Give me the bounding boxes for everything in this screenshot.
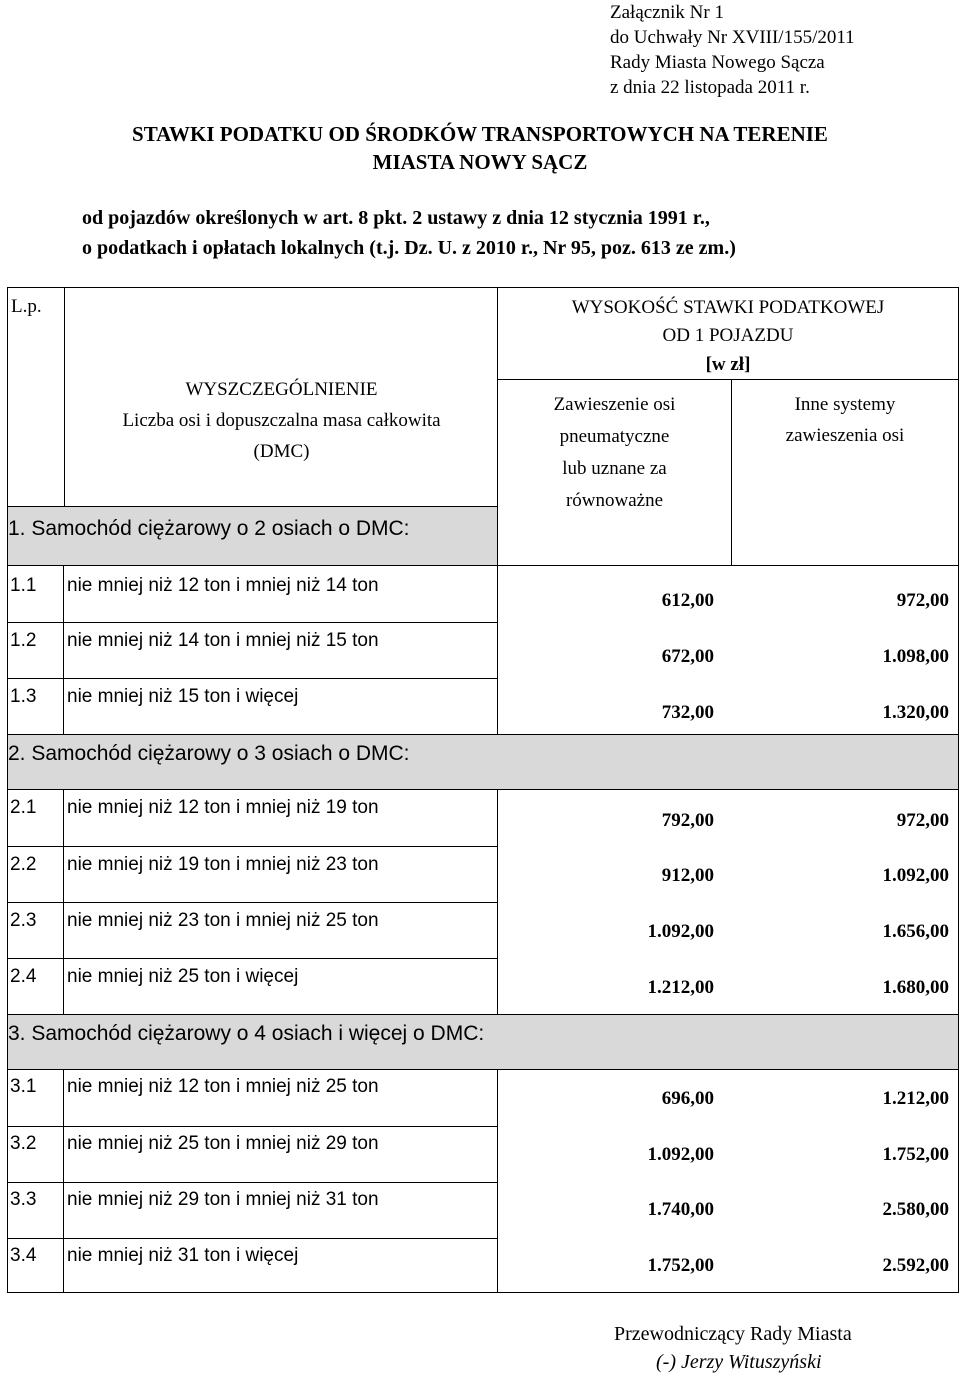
- rate-pneumatic: 672,00: [661, 646, 714, 667]
- table-row: [8, 622, 497, 679]
- signature-block: [614, 1320, 852, 1376]
- row-description: nie mniej niż 29 ton i mniej niż 31 ton: [67, 1189, 379, 1210]
- description-header-line: Liczba osi i dopuszczalna masa całkowita: [122, 410, 441, 431]
- rate-header-line: WYSOKOŚĆ STAWKI PODATKOWEJ: [571, 297, 885, 318]
- rate-other: 1.656,00: [882, 921, 949, 942]
- document-subtitle: [82, 203, 736, 263]
- section-bar: [8, 734, 958, 790]
- title-line: MIASTA NOWY SĄCZ: [372, 150, 588, 174]
- column-header-line: równoważne: [565, 490, 664, 511]
- unit-label: [w zł]: [705, 354, 751, 375]
- table-row: [8, 846, 497, 903]
- row-number: 3.2: [10, 1133, 37, 1154]
- rate-other: 1.752,00: [882, 1144, 949, 1165]
- row-description: nie mniej niż 23 ton i mniej niż 25 ton: [67, 910, 379, 931]
- section-label: 2. Samochód ciężarowy o 3 osiach o DMC:: [8, 742, 410, 765]
- signatory-name: (-) Jerzy Wituszyński: [656, 1351, 822, 1373]
- row-number: 2.1: [10, 797, 37, 818]
- rate-other: 1.320,00: [882, 702, 949, 723]
- row-description: nie mniej niż 25 ton i więcej: [67, 966, 299, 987]
- rate-other: 972,00: [896, 590, 949, 611]
- table-row: [8, 1238, 497, 1293]
- column-header-line: pneumatyczne: [559, 426, 670, 447]
- row-description: nie mniej niż 12 ton i mniej niż 25 ton: [67, 1076, 379, 1097]
- rate-header-line: OD 1 POJAZDU: [662, 325, 794, 346]
- table-row: [8, 678, 497, 735]
- column-divider: [63, 1070, 64, 1292]
- annex-line: z dnia 22 listopada 2011 r.: [610, 77, 810, 98]
- description-header: [66, 374, 497, 467]
- table-row: [8, 1182, 497, 1239]
- rate-other: 972,00: [896, 810, 949, 831]
- title-line: STAWKI PODATKU OD ŚRODKÓW TRANSPORTOWYCH NA TERENIE: [132, 122, 828, 146]
- row-description: nie mniej niż 12 ton i mniej niż 19 ton: [67, 797, 379, 818]
- rate-pneumatic: 1.092,00: [647, 921, 714, 942]
- row-description: nie mniej niż 25 ton i mniej niż 29 ton: [67, 1133, 379, 1154]
- subtitle-line: o podatkach i opłatach lokalnych (t.j. Dz. U. z 2010 r., Nr 95, poz. 613 ze zm.): [82, 237, 736, 259]
- column-divider: [497, 1070, 498, 1292]
- table-row: [8, 902, 497, 959]
- annex-reference: [610, 0, 855, 100]
- column-header-line: lub uznane za: [562, 458, 667, 479]
- rate-pneumatic: 732,00: [661, 702, 714, 723]
- signatory-role: Przewodniczący Rady Miasta: [614, 1323, 852, 1345]
- rate-pneumatic: 612,00: [661, 590, 714, 611]
- subtitle-line: od pojazdów określonych w art. 8 pkt. 2 ustawy z dnia 12 stycznia 1991 r.,: [82, 207, 710, 229]
- table-row: [8, 1070, 497, 1126]
- row-description: nie mniej niż 12 ton i mniej niż 14 ton: [67, 575, 379, 596]
- row-number: 1.3: [10, 686, 37, 707]
- rate-other: 2.592,00: [882, 1255, 949, 1276]
- header-left: [8, 288, 498, 565]
- row-number: 2.4: [10, 966, 37, 987]
- document-title: [0, 120, 960, 176]
- row-description: nie mniej niż 19 ton i mniej niż 23 ton: [67, 854, 379, 875]
- rate-pneumatic: 792,00: [661, 810, 714, 831]
- row-number: 2.3: [10, 910, 37, 931]
- column-divider: [497, 790, 498, 1014]
- rate-pneumatic: 912,00: [661, 865, 714, 886]
- section-bar: [8, 506, 497, 566]
- table-row: [8, 566, 958, 622]
- rate-other: 1.092,00: [882, 865, 949, 886]
- table-row: [8, 790, 497, 846]
- rate-pneumatic: 1.092,00: [647, 1144, 714, 1165]
- section-bar: [8, 1014, 958, 1070]
- table-header: [7, 287, 959, 566]
- row-number: 1.1: [10, 575, 37, 596]
- header-divider: [498, 379, 958, 380]
- column-divider: [63, 790, 64, 1014]
- rate-other: 1.212,00: [882, 1088, 949, 1109]
- header-right: [498, 288, 958, 565]
- description-header-line: (DMC): [253, 441, 310, 462]
- row-number: 1.2: [10, 630, 37, 651]
- row-number: 3.4: [10, 1245, 37, 1266]
- column-header-line: Inne systemy: [794, 394, 896, 415]
- section-label: 3. Samochód ciężarowy o 4 osiach i więcej o DMC:: [8, 1022, 485, 1045]
- column-divider: [497, 566, 498, 734]
- row-description: nie mniej niż 14 ton i mniej niż 15 ton: [67, 630, 379, 651]
- column-header-line: Zawieszenie osi: [553, 394, 676, 415]
- column-divider: [63, 566, 64, 734]
- rate-header: [498, 294, 958, 350]
- row-number: 2.2: [10, 854, 37, 875]
- column-header-line: zawieszenia osi: [785, 425, 905, 446]
- section-label: 1. Samochód ciężarowy o 2 osiach o DMC:: [8, 517, 410, 540]
- rate-other: 1.098,00: [882, 646, 949, 667]
- row-number: 3.1: [10, 1076, 37, 1097]
- rate-pneumatic: 1.752,00: [647, 1255, 714, 1276]
- row-description: nie mniej niż 15 ton i więcej: [67, 686, 299, 707]
- description-header-line: WYSZCZEGÓLNIENIE: [185, 379, 378, 400]
- row-number: 3.3: [10, 1189, 37, 1210]
- table-row: [8, 1126, 497, 1183]
- row-description: nie mniej niż 31 ton i więcej: [67, 1245, 299, 1266]
- annex-line: do Uchwały Nr XVIII/155/2011: [610, 27, 855, 48]
- rate-pneumatic: 696,00: [661, 1088, 714, 1109]
- table-row: [8, 958, 497, 1015]
- rates-table-body: [7, 565, 959, 1293]
- column-divider: [64, 288, 65, 506]
- rate-pneumatic: 1.740,00: [647, 1199, 714, 1220]
- lp-header: L.p.: [11, 296, 42, 317]
- annex-line: Rady Miasta Nowego Sącza: [610, 52, 825, 73]
- pneumatic-column-header: [498, 389, 731, 517]
- other-suspension-column-header: [732, 389, 958, 451]
- rate-other: 1.680,00: [882, 977, 949, 998]
- rate-other: 2.580,00: [882, 1199, 949, 1220]
- annex-line: Załącznik Nr 1: [610, 2, 724, 23]
- rate-pneumatic: 1.212,00: [647, 977, 714, 998]
